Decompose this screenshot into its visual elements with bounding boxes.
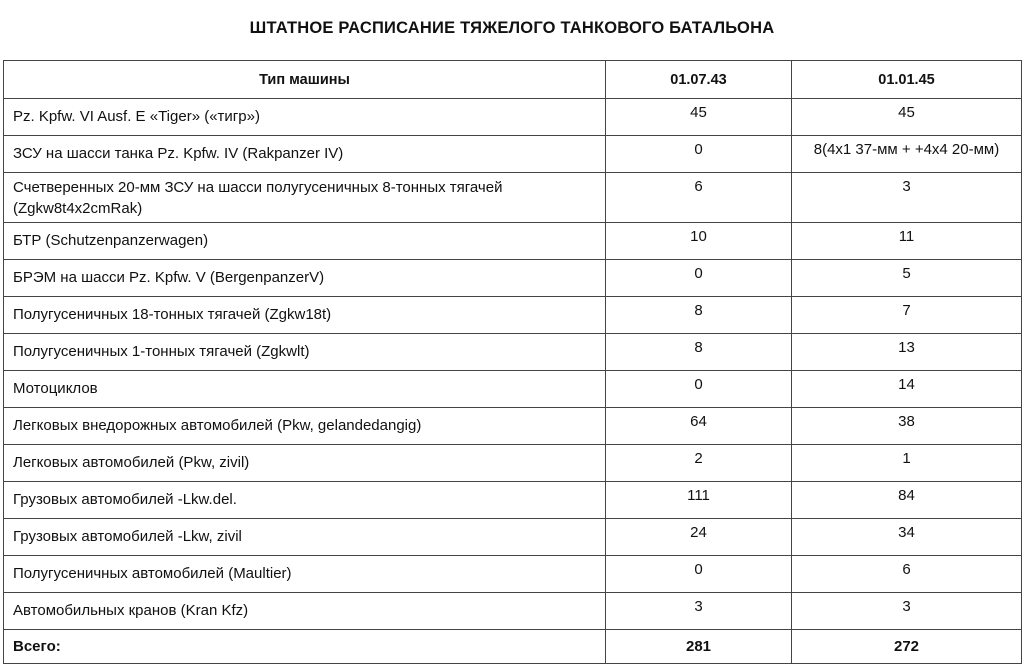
count-1943-cell: 8: [606, 334, 792, 371]
count-1945-cell: 38: [792, 408, 1022, 445]
header-vehicle-type: Тип машины: [4, 61, 606, 99]
document-title: ШТАТНОЕ РАСПИСАНИЕ ТЯЖЕЛОГО ТАНКОВОГО БАТАЛЬОНА: [249, 19, 775, 37]
table-row: [4, 371, 1022, 408]
count-1945-cell: 3: [792, 173, 1022, 223]
table-row: [4, 99, 1022, 136]
count-1945-cell: 45: [792, 99, 1022, 136]
table-row: [4, 173, 1022, 223]
count-1943-cell: 111: [606, 482, 792, 519]
vehicle-type-cell: БРЭМ на шасси Pz. Kpfw. V (BergenpanzerV): [4, 260, 606, 297]
count-1945-cell: 3: [792, 593, 1022, 630]
count-1945-cell: 11: [792, 223, 1022, 260]
total-1945-cell: 272: [792, 630, 1022, 664]
header-date-1943: 01.07.43: [606, 61, 792, 99]
table-row: [4, 223, 1022, 260]
total-1943-cell: 281: [606, 630, 792, 664]
count-1943-cell: 3: [606, 593, 792, 630]
table-row: [4, 445, 1022, 482]
vehicle-type-cell: Pz. Kpfw. VI Ausf. E «Tiger» («тигр»): [4, 99, 606, 136]
vehicle-type-cell: Полугусеничных 1-тонных тягачей (Zgkwlt): [4, 334, 606, 371]
count-1943-cell: 24: [606, 519, 792, 556]
vehicle-type-cell: Автомобильных кранов (Kran Kfz): [4, 593, 606, 630]
count-1945-cell: 34: [792, 519, 1022, 556]
count-1945-cell: 1: [792, 445, 1022, 482]
count-1943-cell: 0: [606, 260, 792, 297]
table-row: [4, 136, 1022, 173]
table-row: [4, 593, 1022, 630]
count-1943-cell: 6: [606, 173, 792, 223]
count-1945-cell: 5: [792, 260, 1022, 297]
vehicle-type-cell: БТР (Schutzenpanzerwagen): [4, 223, 606, 260]
vehicle-type-cell: Полугусеничных автомобилей (Maultier): [4, 556, 606, 593]
table-row: [4, 519, 1022, 556]
table-row: [4, 260, 1022, 297]
table-row: [4, 556, 1022, 593]
count-1943-cell: 0: [606, 556, 792, 593]
count-1945-cell: 14: [792, 371, 1022, 408]
vehicle-type-cell: Мотоциклов: [4, 371, 606, 408]
vehicle-type-cell: Счетверенных 20-мм ЗСУ на шасси полугусеничных 8-тонных тягачей (Zgkw8t4x2cmRak): [4, 173, 606, 223]
total-label: Всего:: [4, 630, 606, 664]
vehicle-type-cell: Полугусеничных 18-тонных тягачей (Zgkw18t): [4, 297, 606, 334]
vehicle-type-cell: ЗСУ на шасси танка Pz. Kpfw. IV (Rakpanzer IV): [4, 136, 606, 173]
count-1943-cell: 0: [606, 371, 792, 408]
count-1943-cell: 64: [606, 408, 792, 445]
table-total-row: [4, 630, 1022, 664]
vehicle-type-cell: Грузовых автомобилей -Lkw.del.: [4, 482, 606, 519]
count-1943-cell: 10: [606, 223, 792, 260]
table-row: [4, 334, 1022, 371]
table-header-row: [4, 61, 1022, 99]
table-row: [4, 482, 1022, 519]
table-row: [4, 408, 1022, 445]
count-1945-cell: 13: [792, 334, 1022, 371]
count-1945-cell: 6: [792, 556, 1022, 593]
count-1943-cell: 0: [606, 136, 792, 173]
staffing-table: [3, 60, 1022, 664]
count-1945-cell: 8(4x1 37-мм + +4x4 20-мм): [792, 136, 1022, 173]
vehicle-type-cell: Легковых внедорожных автомобилей (Pkw, gelandedangig): [4, 408, 606, 445]
count-1943-cell: 8: [606, 297, 792, 334]
header-date-1945: 01.01.45: [792, 61, 1022, 99]
count-1943-cell: 45: [606, 99, 792, 136]
count-1945-cell: 84: [792, 482, 1022, 519]
table-row: [4, 297, 1022, 334]
count-1943-cell: 2: [606, 445, 792, 482]
vehicle-type-cell: Легковых автомобилей (Pkw, zivil): [4, 445, 606, 482]
count-1945-cell: 7: [792, 297, 1022, 334]
vehicle-type-cell: Грузовых автомобилей -Lkw, zivil: [4, 519, 606, 556]
